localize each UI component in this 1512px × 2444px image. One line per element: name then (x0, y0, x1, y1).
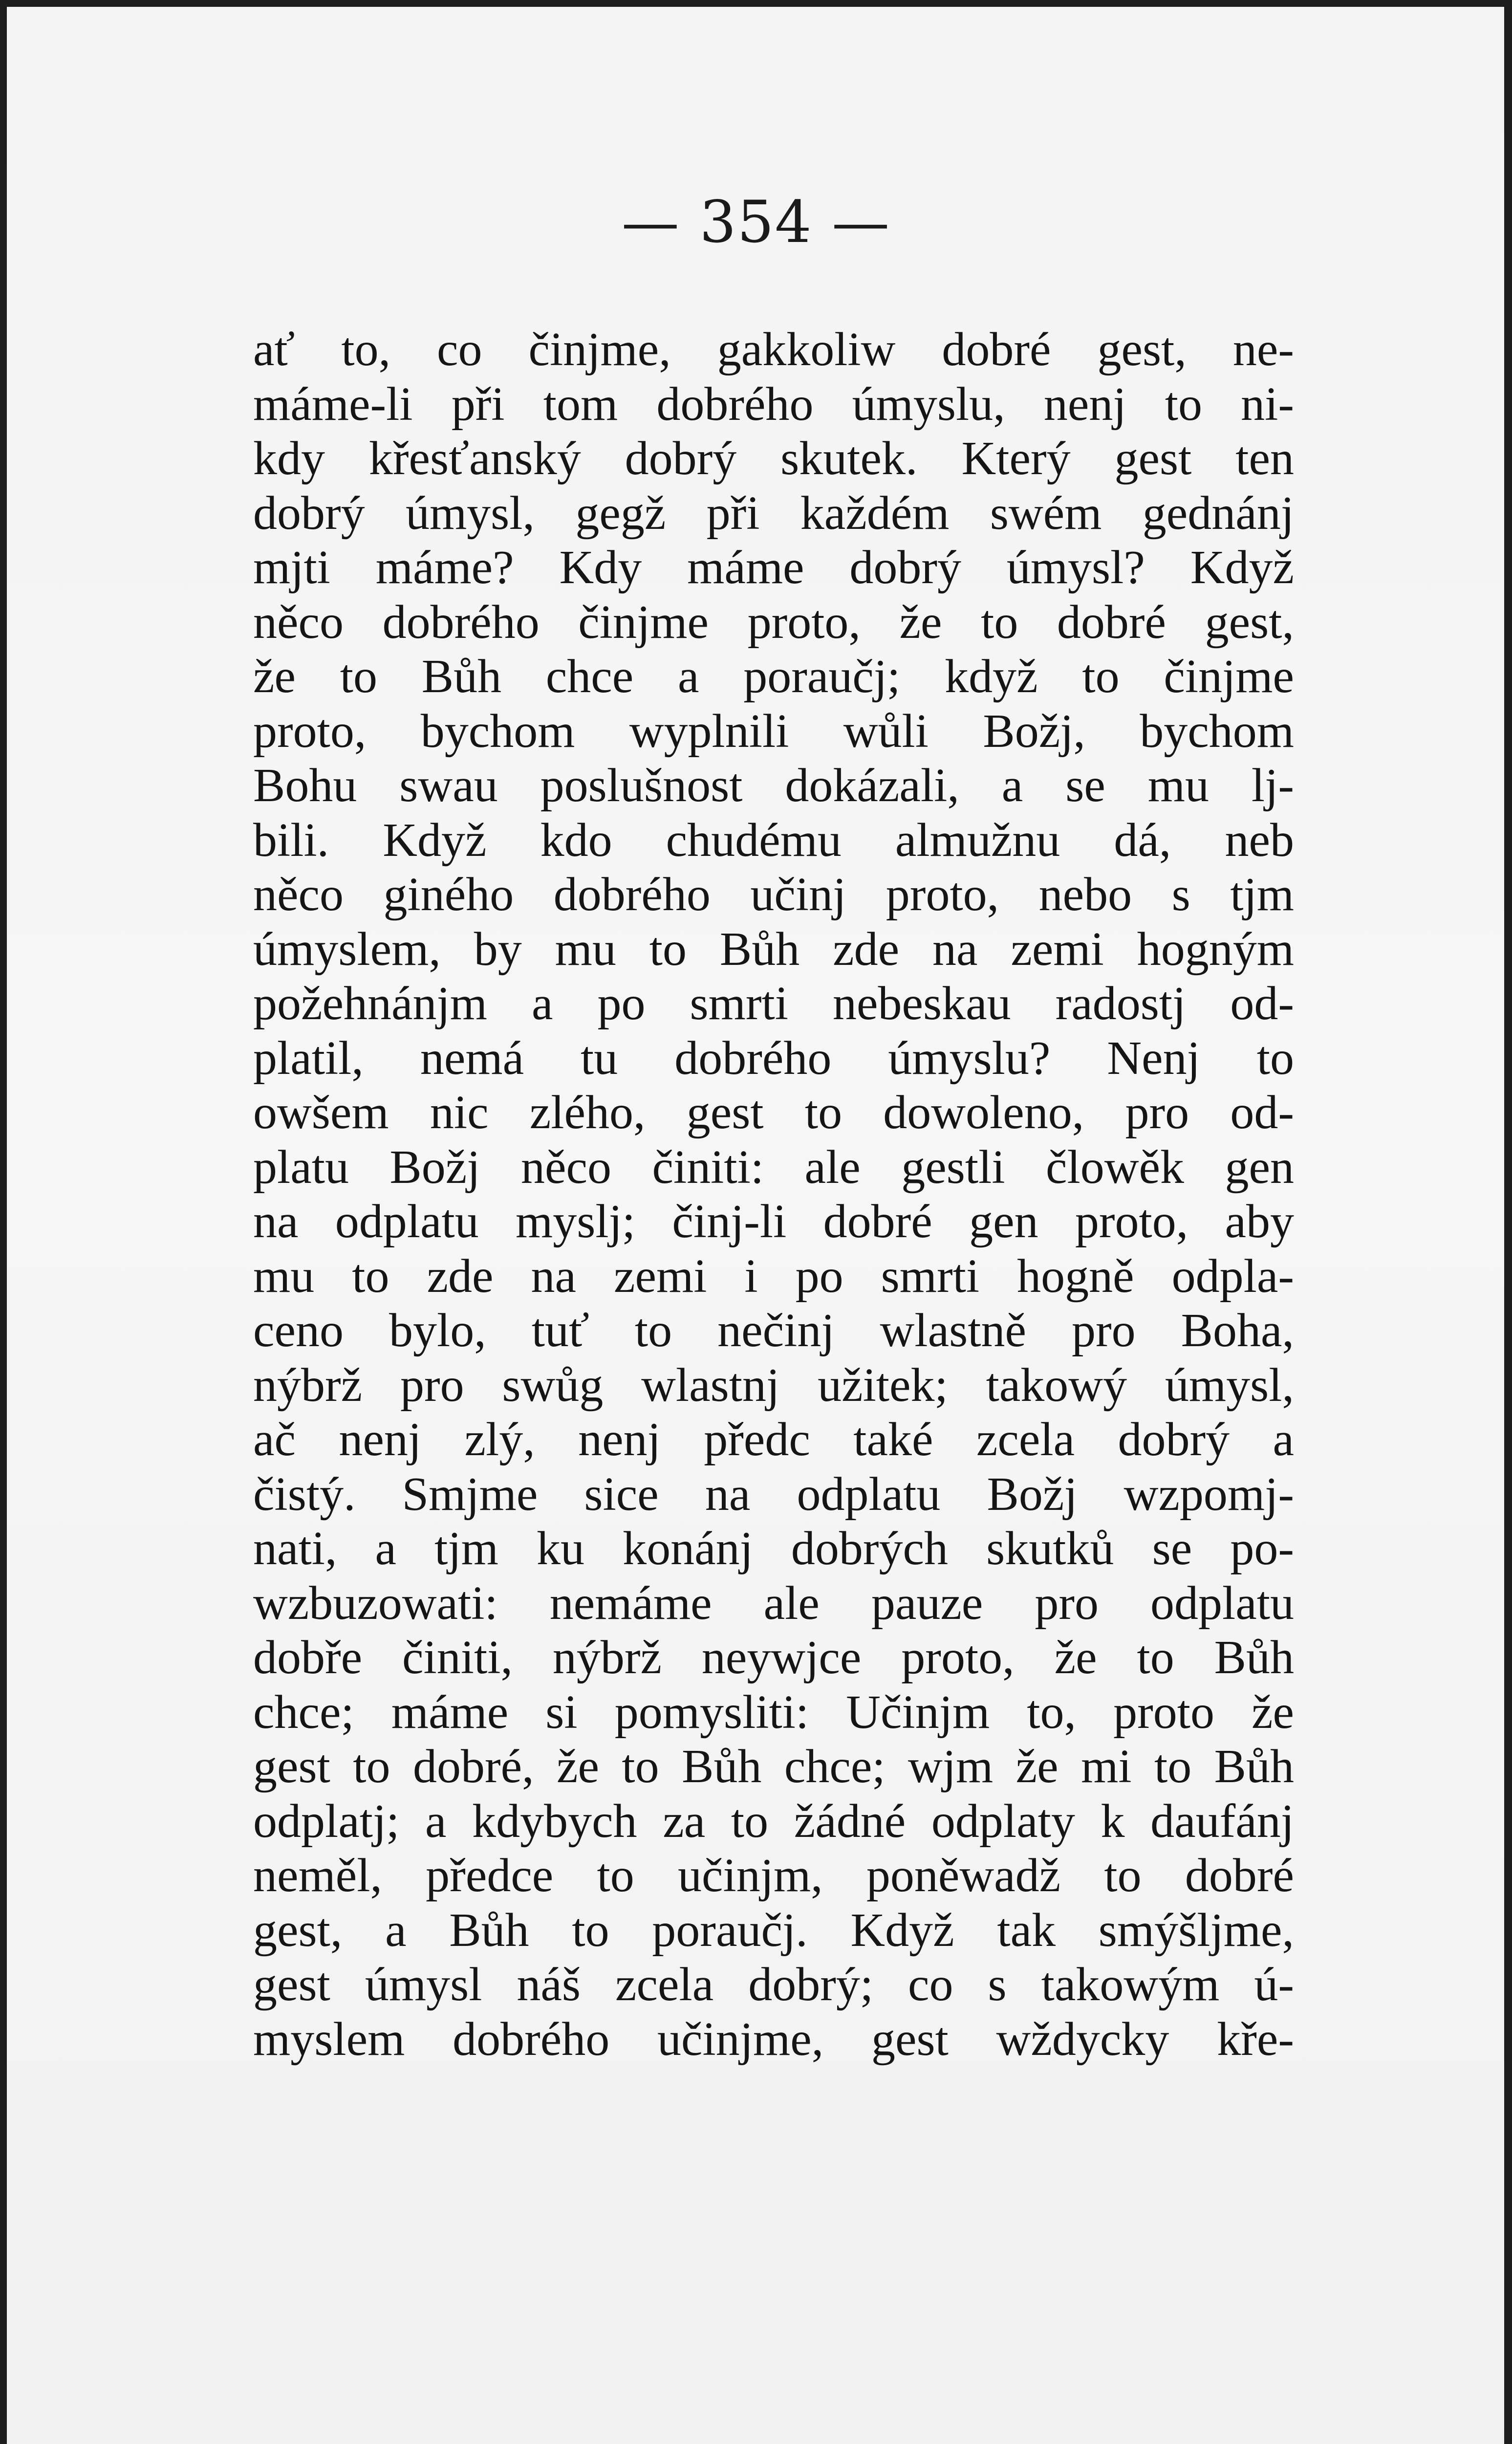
text-line: odplatj; a kdybych za to žádné odplaty k daufánj (253, 1794, 1294, 1848)
text-line: proto, bychom wyplnili wůli Božj, bychom (253, 704, 1294, 758)
text-line: myslem dobrého učinjme, gest wždycky kře- (253, 2012, 1294, 2066)
text-line: máme-li při tom dobrého úmyslu, nenj to ni- (253, 377, 1294, 431)
text-line: úmyslem, by mu to Bůh zde na zemi hogným (253, 922, 1294, 976)
text-line: platil, nemá tu dobrého úmyslu? Nenj to (253, 1031, 1294, 1085)
text-line: požehnánjm a po smrti nebeskau radostj od- (253, 977, 1294, 1030)
text-line: na odplatu myslj; činj-li dobré gen proto, aby (253, 1195, 1294, 1248)
text-line: wzbuzowati: nemáme ale pauze pro odplatu (253, 1576, 1294, 1630)
text-line: nýbrž pro swůg wlastnj užitek; takowý úmysl, (253, 1358, 1294, 1412)
scan-border-top (0, 0, 1512, 7)
text-line: čistý. Smjme sice na odplatu Božj wzpomj- (253, 1467, 1294, 1521)
scan-border-right (1504, 0, 1512, 2444)
text-line: chce; máme si pomysliti: Učinjm to, proto že (253, 1685, 1294, 1739)
text-line: Bohu swau poslušnost dokázali, a se mu lj- (253, 759, 1294, 812)
text-line: mu to zde na zemi i po smrti hogně odpla- (253, 1249, 1294, 1303)
text-line: bili. Když kdo chudému almužnu dá, neb (253, 813, 1294, 867)
text-line: kdy křesťanský dobrý skutek. Který gest ten (253, 432, 1294, 485)
text-line: něco giného dobrého učinj proto, nebo s tjm (253, 868, 1294, 921)
text-line: dobrý úmysl, gegž při každém swém gednánj (253, 486, 1294, 540)
text-line: platu Božj něco činiti: ale gestli člowěk gen (253, 1140, 1294, 1194)
scan-border-left (0, 0, 7, 2444)
page-number-header: — 354 — (621, 188, 891, 256)
text-line: gest, a Bůh to poraučj. Když tak smýšljme, (253, 1903, 1294, 1957)
text-line: gest to dobré, že to Bůh chce; wjm že mi to Bůh (253, 1740, 1294, 1793)
text-line: mjti máme? Kdy máme dobrý úmysl? Když (253, 541, 1294, 594)
text-line: neměl, předce to učinjm, poněwadž to dobré (253, 1849, 1294, 1902)
text-line: ceno bylo, tuť to nečinj wlastně pro Boha, (253, 1304, 1294, 1357)
text-line: gest úmysl náš zcela dobrý; co s takowým ú- (253, 1958, 1294, 2011)
text-line: ač nenj zlý, nenj předc také zcela dobrý a (253, 1413, 1294, 1466)
text-line: nati, a tjm ku konánj dobrých skutků se po- (253, 1522, 1294, 1575)
text-line: něco dobrého činjme proto, že to dobré gest, (253, 595, 1294, 649)
body-text (253, 323, 1294, 2067)
text-line: owšem nic zlého, gest to dowoleno, pro od- (253, 1086, 1294, 1139)
text-line: dobře činiti, nýbrž neywjce proto, že to Bůh (253, 1631, 1294, 1684)
text-line: ať to, co činjme, gakkoliw dobré gest, ne- (253, 323, 1294, 376)
text-line: že to Bůh chce a poraučj; když to činjme (253, 650, 1294, 703)
